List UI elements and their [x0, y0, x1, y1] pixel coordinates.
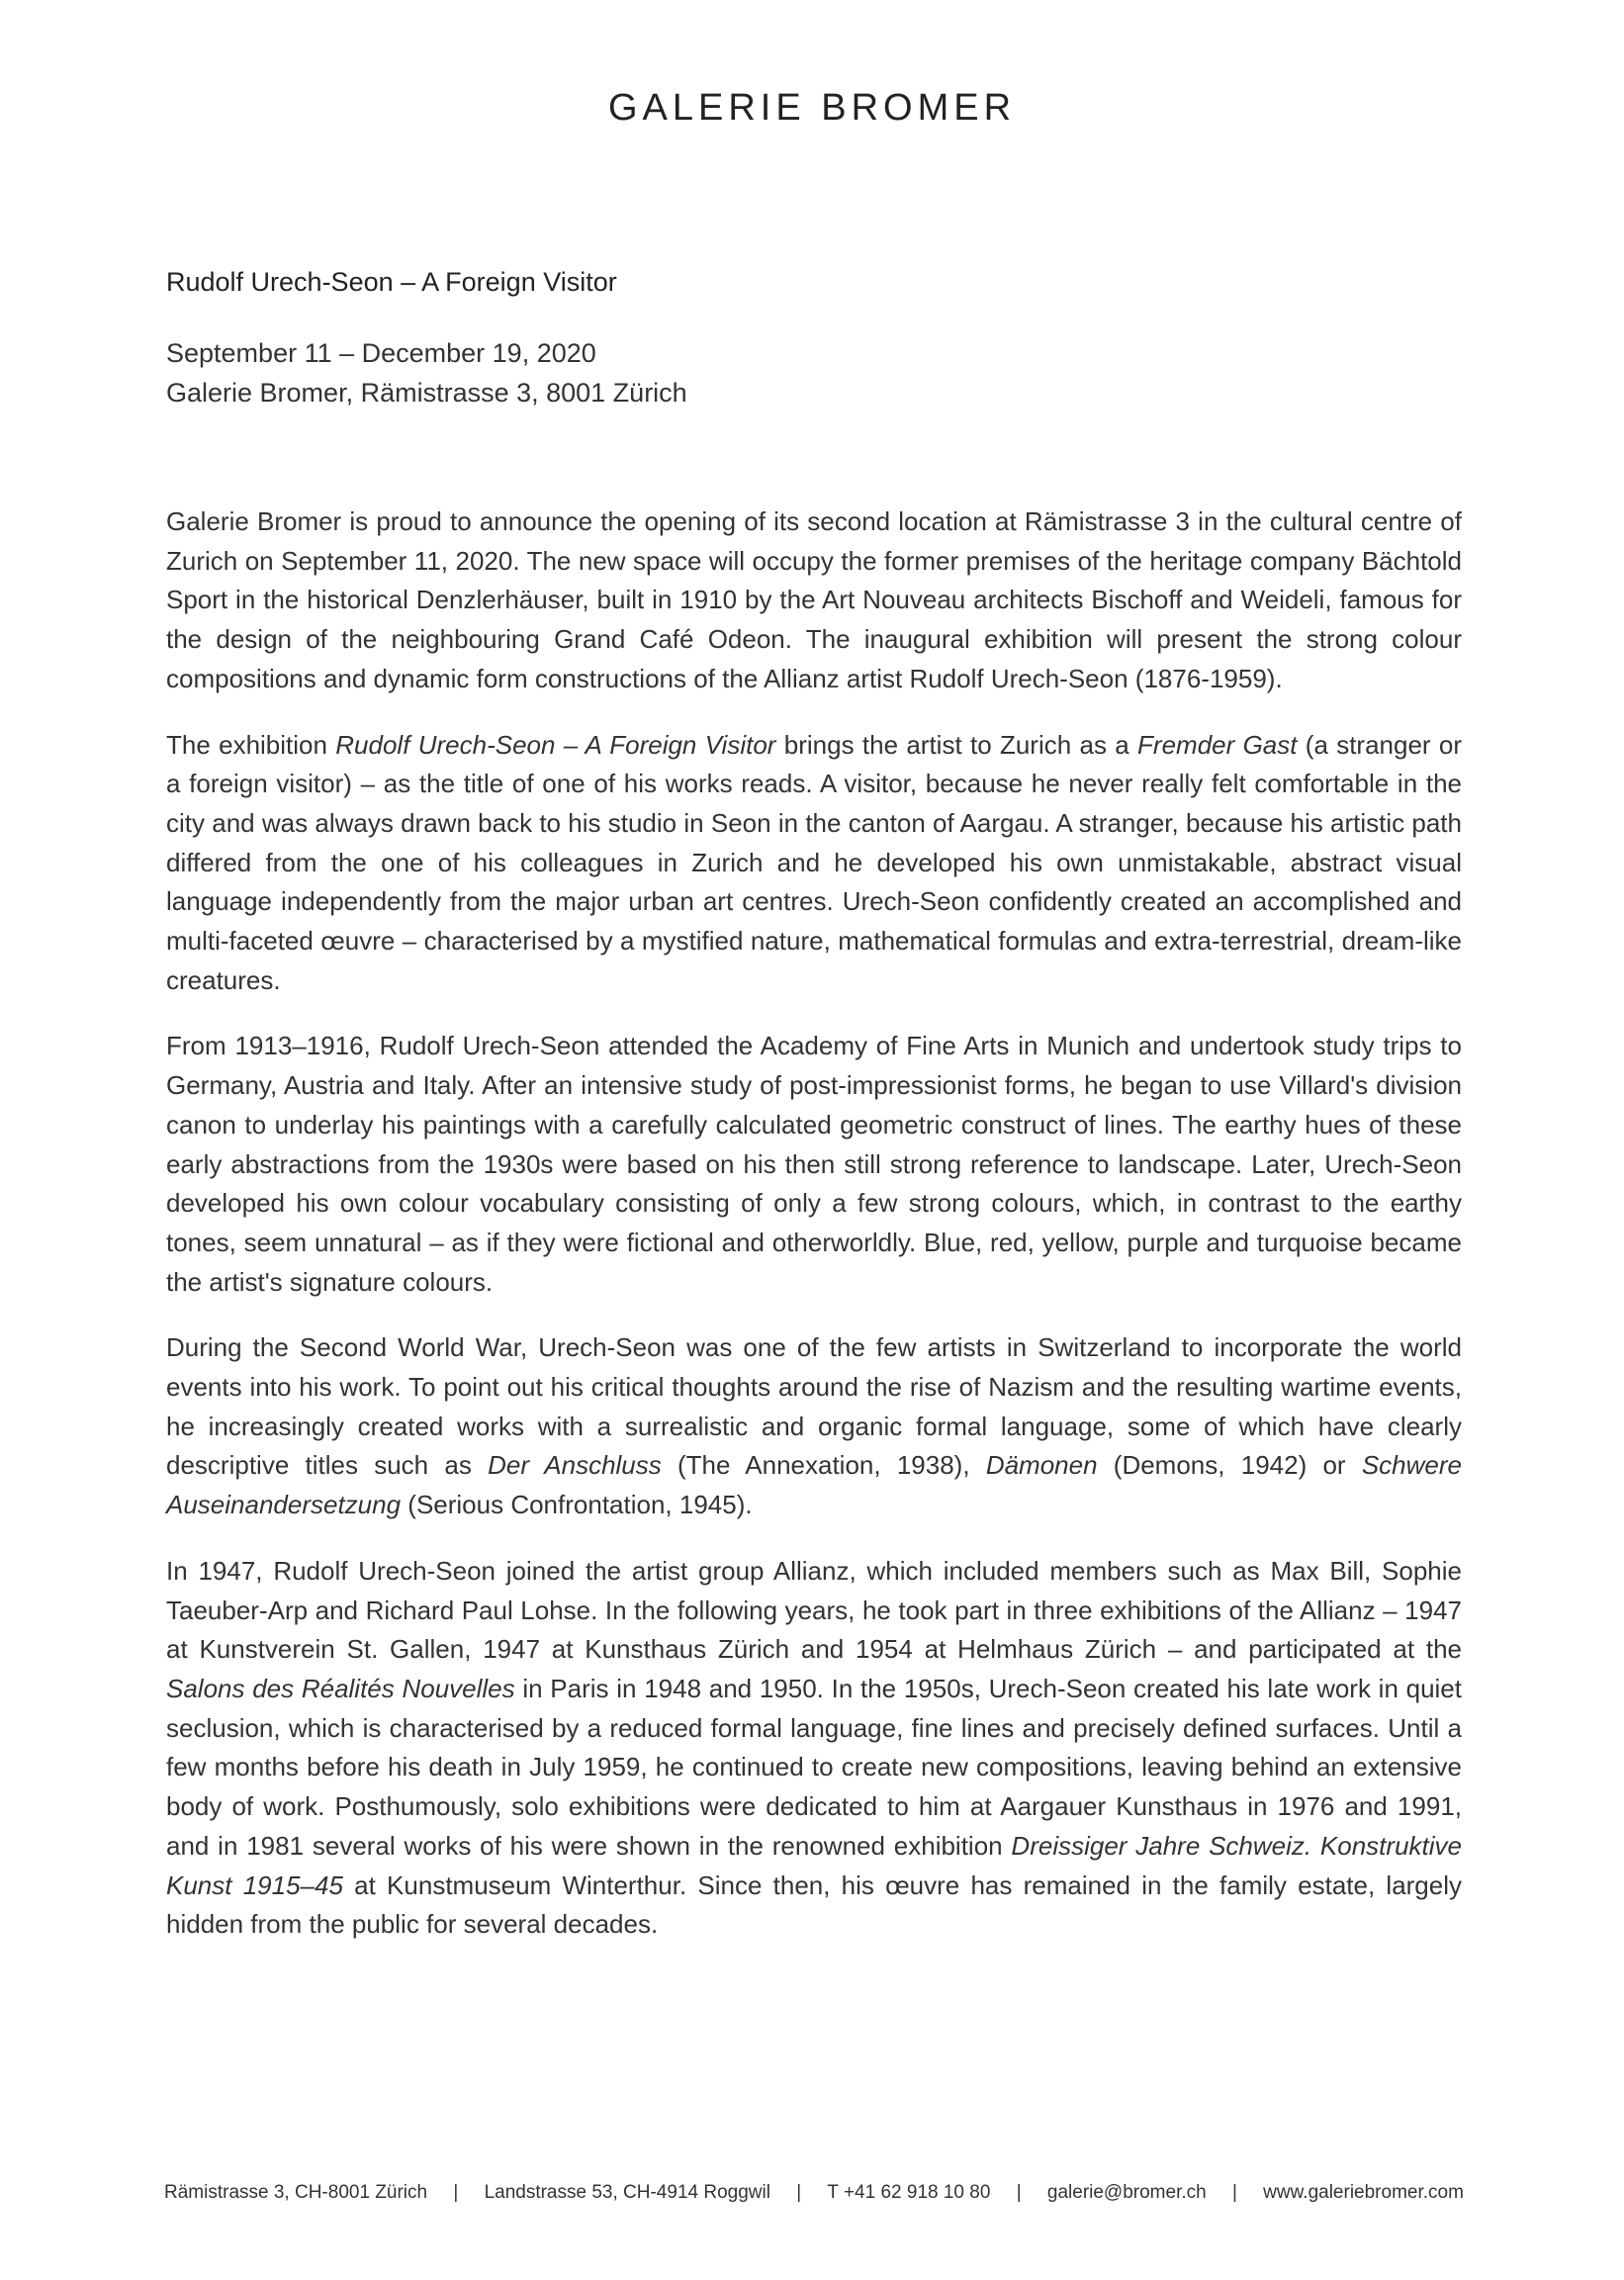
footer-email-link[interactable]: galerie@bromer.ch [1046, 2182, 1207, 2203]
footer-separator: | [1231, 2182, 1237, 2203]
footer-separator: | [1016, 2182, 1022, 2203]
italic-title: Der Anschluss [488, 1450, 662, 1481]
footer-separator: | [796, 2182, 802, 2203]
text-segment: The exhibition [166, 729, 336, 760]
exhibition-title: Rudolf Urech-Seon – A Foreign Visitor [166, 267, 617, 297]
footer-phone: T +41 62 918 10 80 [827, 2182, 991, 2203]
italic-title: Dreissiger Jahre Schweiz. Konstruktive Kunst 1915–45 [166, 1830, 1462, 1900]
italic-title: Fremder Gast [1137, 729, 1298, 760]
footer-contact [164, 2182, 1464, 2204]
footer-separator: | [453, 2182, 459, 2203]
footer-address-zurich: Rämistrasse 3, CH-8001 Zürich [164, 2182, 428, 2203]
gallery-logo: GALERIE BROMER [607, 87, 1017, 129]
text-segment: (a stranger or a foreign visitor) – as the title of one of his works reads. A visitor, because he never really felt comfortable in the city and was always drawn back to his studio in Seon in the canton of Aargau. A stranger, because his artistic path differed from the one of his colleagues in Zurich and he developed his own unmistakable, abstract visual language independently from the major urban art centres. Urech-Seon confidently created an accomplished and multi-faceted œuvre – characterised by a mystified nature, mathematical formulas and extra-terrestrial, dream-like creatures. [166, 729, 1463, 995]
text-segment: (Serious Confrontation, 1945). [401, 1490, 753, 1520]
text-segment: In 1947, Rudolf Urech-Seon joined the artist group Allianz, which included members such as Max Bill, Sophie Taeuber-Arp and Richard Paul Lohse. In the following years, he took part in three exhibitions of the Allianz – 1947 at Kunstverein St. Gallen, 1947 at Kunsthaus Zürich and 1954 at Helmhaus Zürich – and participated at the [166, 1555, 1462, 1665]
italic-title: Dämonen [985, 1450, 1098, 1481]
paragraph-3: From 1913–1916, Rudolf Urech-Seon attended the Academy of Fine Arts in Munich and undertook study trips to Germany, Austria and Italy. After an intensive study of post-impressionist forms, he began to use Villard's division canon to underlay his paintings with a carefully calculated geometric construct of lines. The earthy hues of these early abstractions from the 1930s were based on his then still strong reference to landscape. Later, Urech-Seon developed his own colour vocabulary consisting of only a few strong colours, which, in contrast to the earthy tones, seem unnatural – as if they were fictional and otherworldly. Blue, red, yellow, purple and turquoise became the artist's signature colours. [166, 1031, 1462, 1297]
footer-website-link[interactable]: www.galeriebromer.com [1263, 2182, 1464, 2203]
text-segment: (Demons, 1942) or [1097, 1450, 1362, 1481]
italic-title: Rudolf Urech-Seon – A Foreign Visitor [335, 729, 776, 760]
paragraph-1: Galerie Bromer is proud to announce the opening of its second location at Rämistrasse 3 in the cultural centre of Zurich on September 11, 2020. The new space will occupy the former premises of the heritage company Bächtold Sport in the historical Denzlerhäuser, built in 1910 by the Art Nouveau architects Bischoff and Weideli, famous for the design of the neighbouring Grand Café Odeon. The inaugural exhibition will present the strong colour compositions and dynamic form constructions of the Allianz artist Rudolf Urech-Seon (1876-1959). [166, 506, 1462, 693]
footer-address-roggwil: Landstrasse 53, CH-4914 Roggwil [484, 2182, 770, 2203]
text-segment: brings the artist to Zurich as a [775, 729, 1138, 760]
exhibition-venue: Galerie Bromer, Rämistrasse 3, 8001 Zürich [166, 378, 687, 408]
exhibition-meta [166, 333, 687, 412]
press-release-body [166, 502, 1462, 1971]
exhibition-dates: September 11 – December 19, 2020 [166, 338, 596, 368]
italic-title: Salons des Réalités Nouvelles [166, 1673, 515, 1703]
italic-title: Schwere Auseinandersetzung [166, 1450, 1462, 1520]
text-segment: (The Annexation, 1938), [661, 1450, 986, 1481]
text-segment: During the Second World War, Urech-Seon was one of the few artists in Switzerland to incorporate the world events into his work. To point out his critical thoughts around the rise of Nazism and the resulting wartime events, he increasingly created works with a surrealistic and organic formal language, some of which have clearly descriptive titles such as [166, 1332, 1462, 1481]
paragraph-2 [166, 726, 1462, 1001]
text-segment: in Paris in 1948 and 1950. In the 1950s, Urech-Seon created his late work in quiet seclusion, which is characterised by a reduced formal language, fine lines and precisely defined surfaces. Until a few months before his death in July 1959, he continued to create new compositions, leaving behind an extensive body of work. Posthumously, solo exhibitions were dedicated to him at Aargauer Kunsthaus in 1976 and 1991, and in 1981 several works of his were shown in the renowned exhibition [166, 1673, 1462, 1861]
paragraph-4 [166, 1328, 1462, 1525]
text-segment: at Kunstmuseum Winterthur. Since then, his œuvre has remained in the family estate, largely hidden from the public for several decades. [166, 1870, 1463, 1940]
paragraph-5 [166, 1552, 1462, 1945]
